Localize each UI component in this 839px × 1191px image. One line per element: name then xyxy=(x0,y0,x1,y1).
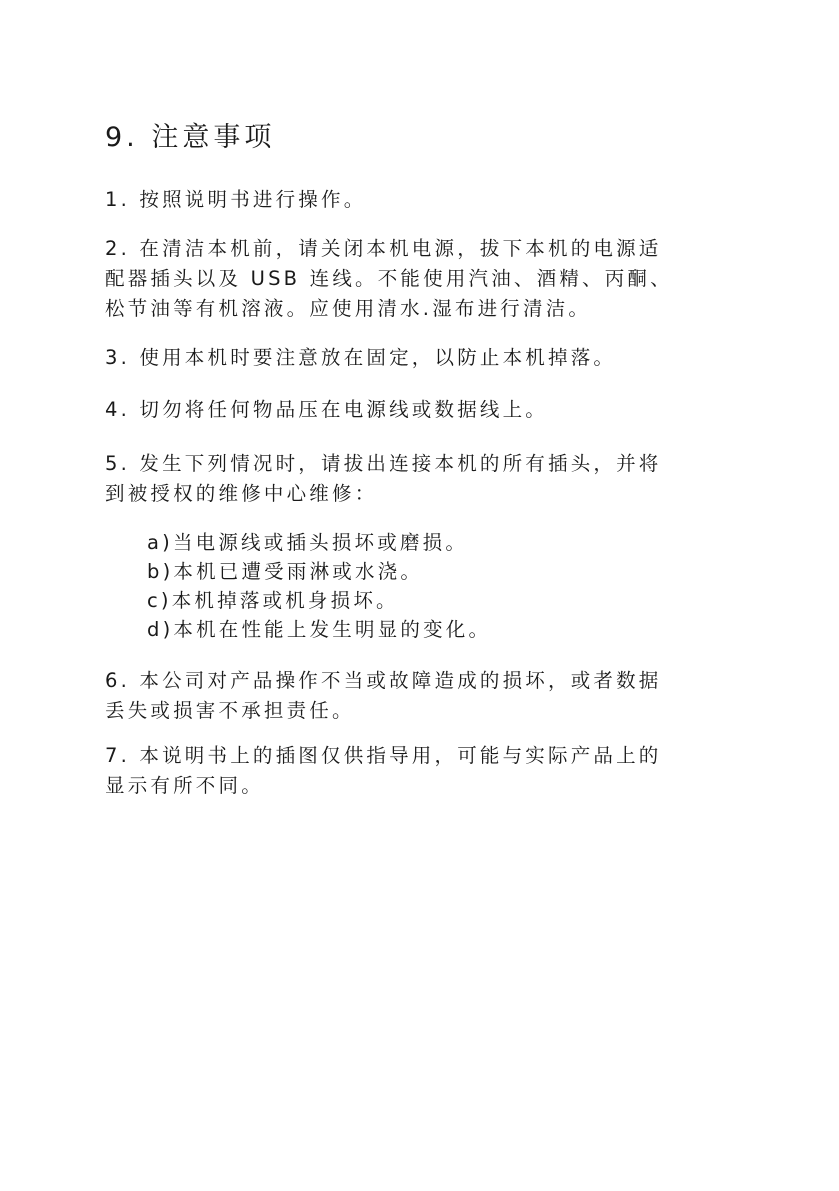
notice-line: 丢失或损害不承担责任。 xyxy=(105,699,355,722)
notice-line: 5. 发生下列情况时，请拔出连接本机的所有插头，并将 xyxy=(105,452,662,475)
notice-line: 7. 本说明书上的插图仅供指导用，可能与实际产品上的 xyxy=(105,744,662,767)
notice-line: 松节油等有机溶液。应使用清水.湿布进行清洁。 xyxy=(105,297,592,320)
notice-item-3 xyxy=(105,343,745,373)
notice-line: 配器插头以及 USB 连线。不能使用汽油、酒精、丙酮、 xyxy=(105,267,673,290)
notice-item-6 xyxy=(105,666,745,726)
sub-item-d: d)本机在性能上发生明显的变化。 xyxy=(147,618,492,641)
notice-item-5 xyxy=(105,449,745,509)
sub-item-c: c)本机掉落或机身损坏。 xyxy=(147,589,399,612)
sub-item-b: b)本机已遭受雨淋或水浇。 xyxy=(147,560,424,583)
notice-line: 1. 按照说明书进行操作。 xyxy=(105,188,367,211)
sub-item-a: a)当电源线或插头损坏或磨损。 xyxy=(147,531,469,554)
notice-line: 显示有所不同。 xyxy=(105,774,264,797)
notice-line: 4. 切勿将任何物品压在电源线或数据线上。 xyxy=(105,398,549,421)
notice-line: 2. 在清洁本机前，请关闭本机电源，拔下本机的电源适 xyxy=(105,237,662,260)
notice-item-1 xyxy=(105,185,745,215)
notice-line: 到被授权的维修中心维修： xyxy=(105,482,378,505)
notice-item-7 xyxy=(105,741,745,801)
notice-item-2 xyxy=(105,234,745,324)
notice-item-4 xyxy=(105,395,745,425)
notice-line: 6. 本公司对产品操作不当或故障造成的损坏，或者数据 xyxy=(105,669,662,692)
section-title: 9. 注意事项 xyxy=(105,122,276,153)
notice-line: 3. 使用本机时要注意放在固定，以防止本机掉落。 xyxy=(105,346,617,369)
